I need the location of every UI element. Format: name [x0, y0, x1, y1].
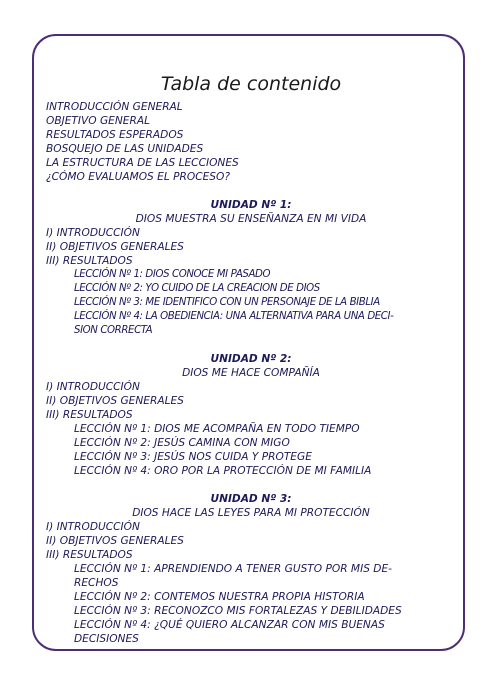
- lesson-item: LECCIÓN Nº 3: ME IDENTIFICO CON UN PERSONAJE DE LA BIBLIA: [74, 297, 380, 308]
- lesson-item: LECCIÓN Nº 3: RECONOZCO MIS FORTALEZAS Y DEBILIDADES: [74, 605, 402, 617]
- section-item: III) RESULTADOS: [46, 409, 133, 421]
- table-of-contents: [46, 72, 456, 646]
- lesson-item: LECCIÓN Nº 2: JESÚS CAMINA CON MIGO: [74, 437, 290, 449]
- unit-heading: UNIDAD Nº 1:: [210, 199, 292, 211]
- section-item: II) OBJETIVOS GENERALES: [46, 241, 184, 253]
- unit-3: [46, 492, 456, 646]
- toc-item: BOSQUEJO DE LAS UNIDADES: [46, 143, 204, 155]
- lesson-item: LECCIÓN Nº 2: CONTEMOS NUESTRA PROPIA HISTORIA: [74, 591, 365, 603]
- lesson-item: LECCIÓN Nº 3: JESÚS NOS CUIDA Y PROTEGE: [74, 451, 312, 463]
- toc-item: INTRODUCCIÓN GENERAL: [46, 101, 183, 113]
- toc-item: ¿CÓMO EVALUAMOS EL PROCESO?: [46, 171, 230, 183]
- toc-item: OBJETIVO GENERAL: [46, 115, 151, 127]
- unit-2: [46, 352, 456, 478]
- toc-item: LA ESTRUCTURA DE LAS LECCIONES: [46, 157, 239, 169]
- unit-heading: UNIDAD Nº 3:: [210, 493, 292, 505]
- section-item: II) OBJETIVOS GENERALES: [46, 395, 184, 407]
- unit-subtitle: DIOS ME HACE COMPAÑÍA: [182, 367, 320, 379]
- lesson-item: LECCIÓN Nº 1: APRENDIENDO A TENER GUSTO POR MIS DE-: [74, 563, 392, 575]
- lesson-item-continued: SION CORRECTA: [74, 325, 153, 336]
- page-title: Tabla de contenido: [160, 73, 342, 95]
- unit-1: [46, 198, 456, 338]
- section-item: III) RESULTADOS: [46, 549, 133, 561]
- unit-heading: UNIDAD Nº 2:: [210, 353, 292, 365]
- section-item: I) INTRODUCCIÓN: [46, 227, 140, 239]
- lesson-item: LECCIÓN Nº 4: LA OBEDIENCIA: UNA ALTERNATIVA PARA UNA DECI-: [74, 311, 394, 322]
- lesson-item: LECCIÓN Nº 1: DIOS CONOCE MI PASADO: [74, 269, 271, 280]
- lesson-item: LECCIÓN Nº 1: DIOS ME ACOMPAÑA EN TODO TIEMPO: [74, 423, 360, 435]
- lesson-item-continued: DECISIONES: [74, 633, 139, 645]
- unit-subtitle: DIOS MUESTRA SU ENSEÑANZA EN MI VIDA: [135, 213, 367, 225]
- lesson-item: LECCIÓN Nº 4: ORO POR LA PROTECCIÓN DE MI FAMILIA: [74, 465, 372, 477]
- intro-list: [46, 100, 456, 184]
- section-item: III) RESULTADOS: [46, 255, 133, 267]
- lesson-item: LECCIÓN Nº 4: ¿QUÉ QUIERO ALCANZAR CON MIS BUENAS: [74, 619, 385, 631]
- lesson-item-continued: RECHOS: [74, 577, 119, 589]
- toc-item: RESULTADOS ESPERADOS: [46, 129, 184, 141]
- section-item: I) INTRODUCCIÓN: [46, 521, 140, 533]
- lesson-item: LECCIÓN Nº 2: YO CUIDO DE LA CREACION DE DIOS: [74, 283, 320, 294]
- section-item: II) OBJETIVOS GENERALES: [46, 535, 184, 547]
- unit-subtitle: DIOS HACE LAS LEYES PARA MI PROTECCIÓN: [132, 507, 370, 519]
- section-item: I) INTRODUCCIÓN: [46, 381, 140, 393]
